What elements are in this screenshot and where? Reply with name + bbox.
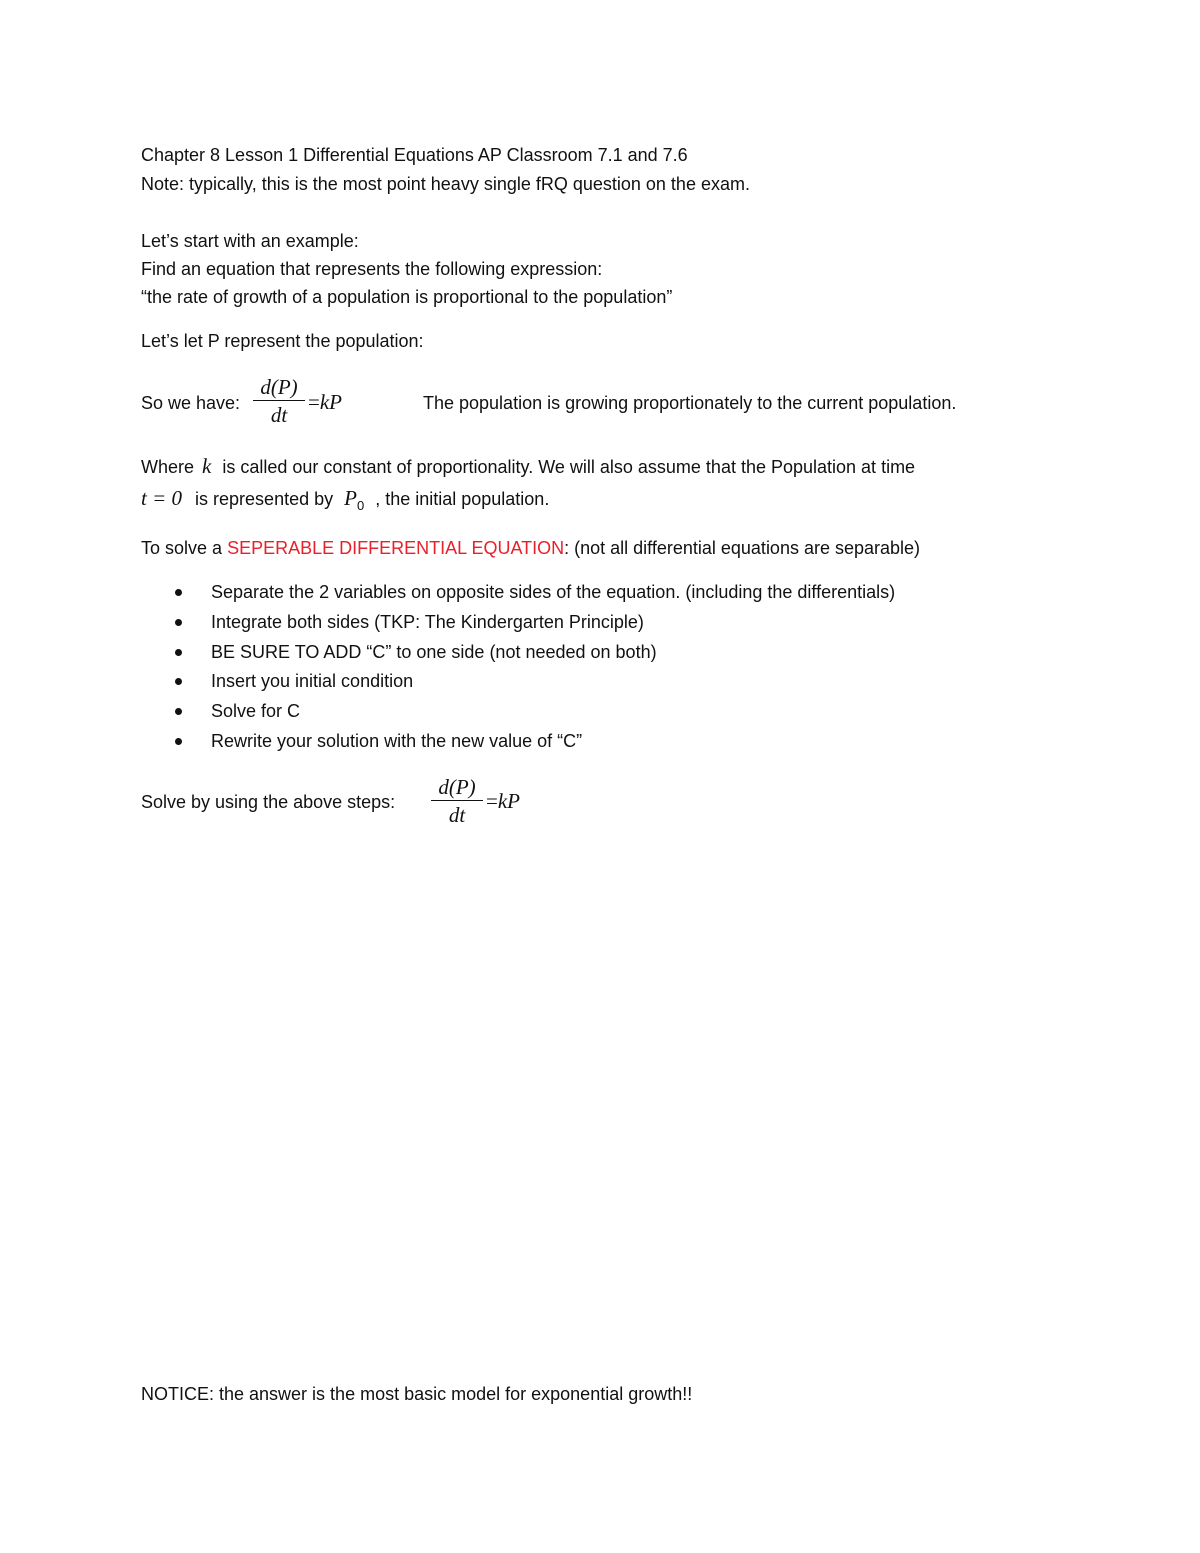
initial-condition-line [141,487,549,517]
list-item [172,641,895,671]
bullet-icon [175,678,182,685]
list-item [172,730,895,760]
separable-note: : (not all differential equations are separable) [564,538,921,558]
p-symbol: P [344,486,357,510]
step-text: BE SURE TO ADD “C” to one side (not needed on both) [211,641,657,662]
kp-term: kP [497,789,520,813]
k-symbol: k [202,454,212,478]
step-text: Integrate both sides (TKP: The Kindergarten Principle) [211,611,644,632]
initial-population-text: , the initial population. [375,489,550,509]
so-we-have-label: So we have: [141,393,241,413]
step-text: Insert you initial condition [211,671,414,692]
to-solve-label: To solve a [141,538,223,558]
exam-note: Note: typically, this is the most point heavy single fRQ question on the exam. [141,174,750,194]
represented-by-label: is represented by [195,489,334,509]
bullet-icon [175,619,182,626]
steps-list [172,581,895,760]
list-item [172,581,895,611]
growth-description: The population is growing proportionately to the current population. [423,393,957,413]
let-p-line: Let’s let P represent the population: [141,331,424,351]
document-heading: Chapter 8 Lesson 1 Differential Equations AP Classroom 7.1 and 7.6 [141,145,688,165]
where-line [141,455,915,478]
task-line: Find an equation that represents the following expression: [141,259,603,279]
fraction-dp-dt-2 [431,775,483,827]
fraction-dp-dt-1 [253,375,305,427]
list-item [172,611,895,641]
step-text: Solve for C [211,701,301,722]
list-item [172,700,895,730]
kp-term: kP [319,390,342,414]
equals-sign: = [308,390,320,414]
quote-line: “the rate of growth of a population is proportional to the population” [141,287,673,307]
fraction-bar [431,800,483,801]
bullet-icon [175,589,182,596]
where-description: is called our constant of proportionality. We will also assume that the Population at time [222,457,916,477]
intro-line: Let’s start with an example: [141,231,359,251]
where-label: Where [141,457,195,477]
zero-subscript: 0 [356,498,365,513]
t-equals-zero: t = 0 [141,486,183,510]
equals-sign: = [486,789,498,813]
separable-intro-line [141,537,920,559]
equation-rhs-2 [486,789,520,813]
fraction-denominator: dt [270,403,288,427]
bullet-icon [175,649,182,656]
bullet-icon [175,738,182,745]
equation-rhs-1 [308,390,342,414]
step-text: Separate the 2 variables on opposite sides of the equation. (including the differentials) [211,582,896,602]
fraction-numerator: d(P) [438,775,476,799]
list-item [172,670,895,700]
separable-term-highlight: SEPERABLE DIFFERENTIAL EQUATION [227,538,565,558]
fraction-bar [253,400,305,401]
bullet-icon [175,708,182,715]
solve-by-label: Solve by using the above steps: [141,792,396,812]
step-text: Rewrite your solution with the new value of “C” [211,730,583,751]
p-zero-symbol [344,486,365,513]
fraction-numerator: d(P) [260,375,298,399]
notice-line: NOTICE: the answer is the most basic model for exponential growth!! [141,1384,693,1404]
fraction-denominator: dt [448,803,466,827]
